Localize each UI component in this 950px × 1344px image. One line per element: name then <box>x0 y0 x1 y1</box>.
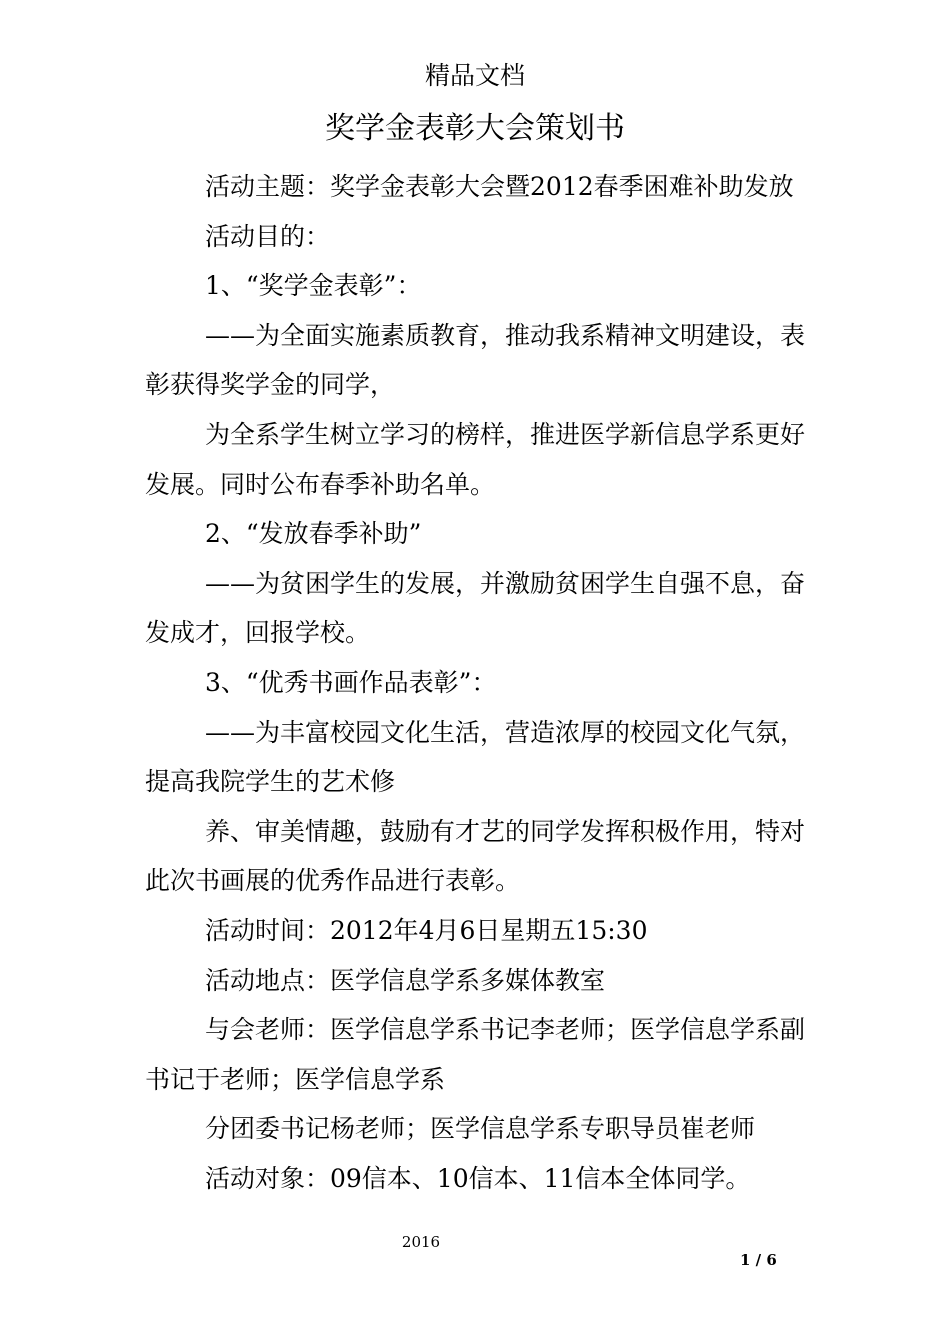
footer-year: 2016 <box>401 1233 441 1251</box>
paragraph-theme: 活动主题：奖学金表彰大会暨2012春季困难补助发放 <box>205 172 794 201</box>
page-number: 1 / 6 <box>740 1251 777 1269</box>
paragraph-audience: 活动对象：09信本、10信本、11信本全体同学。 <box>205 1163 751 1193</box>
paragraph-teachers: 与会老师：医学信息学系书记李老师；医学信息学系副书记于老师；医学信息学系 <box>145 1015 806 1094</box>
paragraph-time: 活动时间：2012年4月6日星期五15:30 <box>205 915 648 945</box>
paragraph-teachers-continuation: 分团委书记杨老师；医学信息学系专职导员崔老师 <box>205 1114 756 1144</box>
paragraph-item-2-description: ——为贫困学生的发展，并激励贫困学生自强不息，奋发成才，回报学校。 <box>145 568 806 648</box>
document-title: 奖学金表彰大会策划书 <box>325 111 625 146</box>
paragraph-item-1-description: ——为全面实施素质教育，推动我系精神文明建设，表彰获得奖学金的同学， <box>145 320 806 400</box>
paragraph-item-2-heading: 2、“发放春季补助” <box>205 519 422 549</box>
paragraph-item-3-heading: 3、“优秀书画作品表彰”： <box>205 667 497 697</box>
paragraph-purpose-heading: 活动目的： <box>205 221 331 251</box>
paragraph-item-3-description: ——为丰富校园文化生活，营造浓厚的校园文化气氛，提高我院学生的艺术修 <box>145 717 806 797</box>
paragraph-item-1-heading: 1、“奖学金表彰”： <box>205 271 422 301</box>
page-header: 精品文档 <box>424 61 525 90</box>
paragraph-location: 活动地点：医学信息学系多媒体教室 <box>205 965 606 995</box>
paragraph-item-3-continuation: 养、审美情趣，鼓励有才艺的同学发挥积极作用，特对此次书画展的优秀作品进行表彰。 <box>145 816 806 896</box>
document-body <box>145 162 810 1203</box>
paragraph-item-1-continuation: 为全系学生树立学习的榜样，推进医学新信息学系更好发展。同时公布春季补助名单。 <box>145 419 806 499</box>
